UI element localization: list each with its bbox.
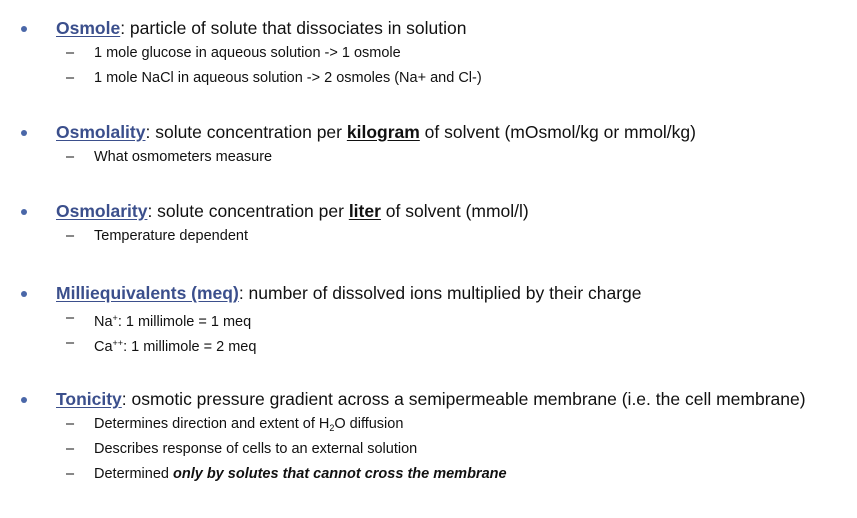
bullet-tonicity (0, 388, 857, 489)
dash-icon: – (66, 228, 75, 244)
term-osmolality: Osmolality (56, 122, 146, 142)
sub-item-text: Describes response of cells to an external solution (94, 441, 418, 457)
sub-item (0, 308, 857, 333)
bullet-main-row (0, 121, 857, 147)
determined-pre: Determined (94, 466, 173, 482)
sub-item-text: Temperature dependent (94, 228, 248, 244)
dash-icon: – (66, 335, 75, 351)
bullet-main-row (0, 282, 857, 308)
h2o-post: O diffusion (334, 416, 404, 432)
bullet-osmolality (0, 121, 857, 172)
sub-item-text (94, 414, 403, 438)
ion-na-text: : 1 millimole = 1 meq (117, 314, 252, 330)
bullet-definition-post: of solvent (mmol/l) (380, 201, 529, 221)
bullet-dot-icon (21, 397, 27, 403)
sub-item (0, 464, 857, 489)
sub-item-text (94, 333, 256, 357)
dash-icon: – (66, 149, 75, 165)
dash-icon: – (66, 310, 75, 326)
sub-item (0, 333, 857, 358)
bullet-definition-pre: : solute concentration per (145, 122, 347, 142)
ion-ca: Ca (94, 339, 113, 355)
dash-icon: – (66, 416, 75, 432)
term-milliequivalents: Milliequivalents (meq) (56, 283, 239, 303)
charge-na: + (112, 313, 118, 323)
bullet-main-text (56, 282, 642, 304)
bullet-main-text (56, 17, 467, 39)
bullet-definition-post: of solvent (mOsmol/kg or mmol/kg) (419, 122, 696, 142)
sub-item (0, 43, 857, 68)
sub-item-text: 1 mole NaCl in aqueous solution -> 2 osmoles (Na+ and Cl-) (94, 70, 482, 86)
dash-icon: – (66, 70, 75, 86)
bullet-dot-icon (21, 130, 27, 136)
bullet-main-text (56, 200, 529, 222)
sub-item (0, 414, 857, 439)
dash-icon: – (66, 45, 75, 61)
emphasis-kilogram: kilogram (346, 122, 420, 142)
emphasis-liter: liter (348, 201, 381, 221)
ion-na: Na (94, 314, 113, 330)
determined-emphasis: only by solutes that cannot cross the membrane (172, 466, 507, 482)
bullet-osmolarity (0, 200, 857, 251)
sub-item-text: What osmometers measure (94, 149, 273, 165)
sub-item (0, 439, 857, 464)
bullet-definition-pre: : solute concentration per (147, 201, 349, 221)
sub-item (0, 147, 857, 172)
charge-ca: ++ (112, 338, 124, 348)
dash-icon: – (66, 466, 75, 482)
bullet-main-text (56, 121, 696, 143)
sub-item (0, 226, 857, 251)
bullet-main-row (0, 388, 857, 414)
sub-item-text: 1 mole glucose in aqueous solution -> 1 osmole (94, 45, 401, 61)
bullet-milliequivalents (0, 282, 857, 358)
sub-item-text (94, 464, 507, 484)
bullet-dot-icon (21, 209, 27, 215)
sub-item-text (94, 308, 251, 332)
h2o-pre: Determines direction and extent of H (94, 416, 330, 432)
bullet-main-text (56, 388, 806, 410)
bullet-dot-icon (21, 291, 27, 297)
bullet-definition: : number of dissolved ions multiplied by their charge (238, 283, 642, 303)
bullet-definition: : particle of solute that dissociates in solution (120, 18, 467, 38)
term-osmolarity: Osmolarity (56, 201, 148, 221)
h2o-subscript: 2 (329, 423, 335, 433)
term-osmole: Osmole (56, 18, 121, 38)
term-tonicity: Tonicity (56, 389, 122, 409)
bullet-osmole (0, 17, 857, 93)
ion-ca-text: : 1 millimole = 2 meq (123, 339, 257, 355)
bullet-dot-icon (21, 26, 27, 32)
bullet-definition: : osmotic pressure gradient across a semipermeable membrane (i.e. the cell membrane) (121, 389, 806, 409)
bullet-main-row (0, 200, 857, 226)
dash-icon: – (66, 441, 75, 457)
bullet-main-row (0, 17, 857, 43)
sub-item (0, 68, 857, 93)
